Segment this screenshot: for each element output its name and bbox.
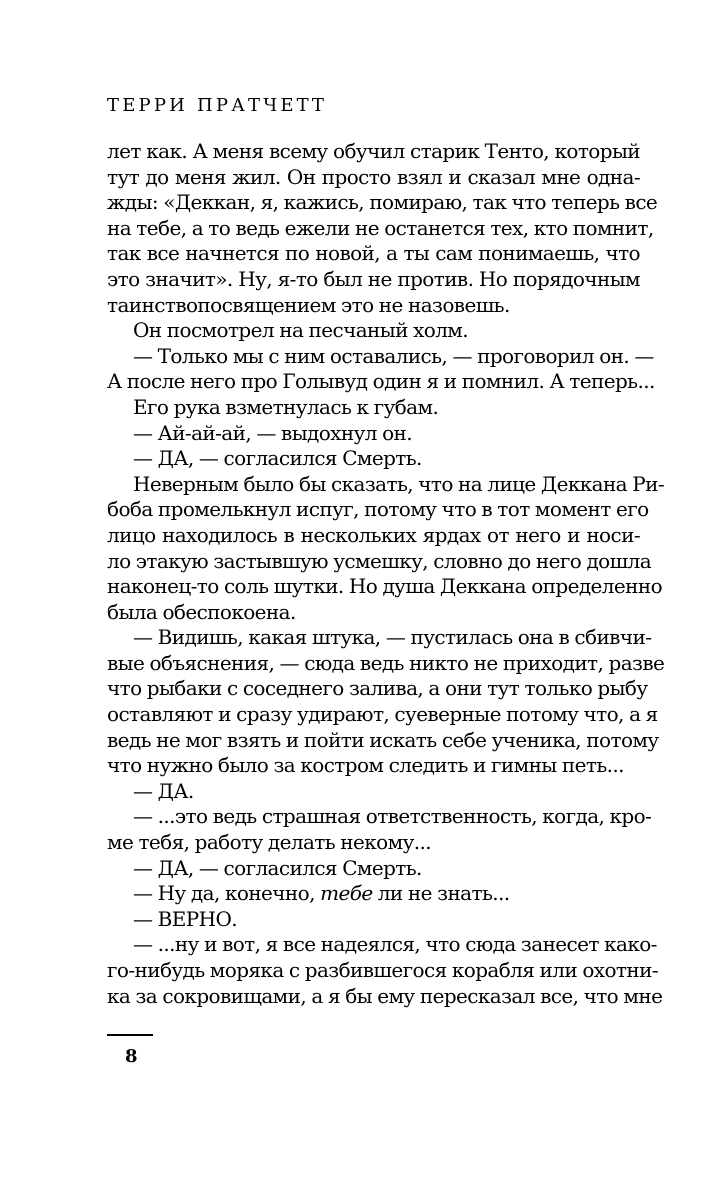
text-line: — ...это ведь страшная ответственность, когда, кро- <box>133 804 652 829</box>
text-line: на тебе, а то ведь ежели не останется тех, кто помнит, <box>107 215 654 240</box>
text-line: го-нибудь моряка с разбившегося корабля или охотни- <box>107 958 659 982</box>
text-line: ло этакую застывшую усмешку, словно до него дошла <box>107 548 652 573</box>
text-line: лицо находилось в нескольких ярдах от него и носи- <box>107 522 640 547</box>
text-line: вые объяснения, — сюда ведь никто не приходит, разве <box>107 650 665 675</box>
text-line: — ДА. <box>133 778 194 803</box>
footer-rule <box>107 1034 153 1036</box>
text-line: оставляют и сразу удирают, суеверные потому что, а я <box>107 702 658 727</box>
text-line: Неверным было бы сказать, что на лице Деккана Ри- <box>133 471 665 496</box>
text-line: — Видишь, какая штука, — пустилась она в сбивчи- <box>133 625 652 650</box>
text-line: ка за сокровищами, а я бы ему пересказал все, что мне <box>107 983 663 1008</box>
text-line: Его рука взметнулась к губам. <box>133 394 439 419</box>
text-line: была обеспокоена. <box>107 599 296 624</box>
text-line: что нужно было за костром следить и гимны петь... <box>107 753 624 778</box>
text-line: бобa промелькнул испуг, потому что в тот момент его <box>107 497 649 522</box>
text-line: — ВЕРНО. <box>133 906 238 931</box>
page-number: 8 <box>125 1046 138 1067</box>
text-line: — ДА, — согласился Смерть. <box>133 855 422 880</box>
text-line: что рыбаки с соседнего залива, а они тут только рыбу <box>107 676 648 701</box>
running-head: ТЕРРИ ПРАТЧЕТТ <box>107 95 328 116</box>
italic-word: тебе <box>320 881 373 906</box>
text-line: А после него про Голывуд один я и помнил. А теперь... <box>107 369 655 394</box>
text-segment: — Ну да, конечно, <box>133 881 315 906</box>
text-line: это значит». Ну, я-то был не против. Но порядочным <box>107 266 640 291</box>
body-text <box>107 139 665 1009</box>
text-line <box>107 881 640 907</box>
text-line: — Только мы с ним оставались, — проговорил он. — <box>133 343 654 368</box>
text-segment: ли не знать... <box>377 881 510 906</box>
text-line: Он посмотрел на песчаный холм. <box>133 318 469 343</box>
text-line: таинствопосвящением это не назовешь. <box>107 292 510 317</box>
text-line: — Ай-ай-ай, — выдохнул он. <box>133 420 413 445</box>
text-line: — ДА, — согласился Смерть. <box>133 446 422 471</box>
text-line: ведь не мог взять и пойти искать себе ученика, потому <box>107 727 659 752</box>
text-line: так все начнется по новой, а ты сам понимаешь, что <box>107 241 640 266</box>
text-line: ме тебя, работу делать некому... <box>107 830 432 855</box>
text-line: — ...ну и вот, я все надеялся, что сюда занесет како- <box>133 932 657 957</box>
text-line: тут до меня жил. Он просто взял и сказал мне одна- <box>107 164 640 189</box>
text-line: жды: «Деккан, я, кажись, помираю, так что теперь все <box>107 190 658 215</box>
text-line: лет как. А меня всему обучил старик Тенто, который <box>107 139 640 163</box>
text-line: наконец-то соль шутки. Но душа Деккана определенно <box>107 574 663 599</box>
